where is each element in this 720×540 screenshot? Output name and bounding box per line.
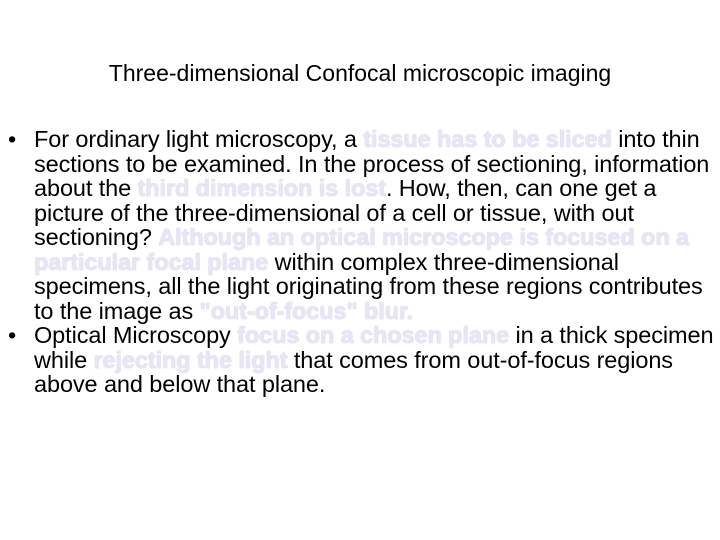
bullet-dot-icon: •	[8, 126, 17, 152]
text-segment: that comes from out-of-focus regions above and below that plane.	[34, 346, 673, 397]
text-segment: For ordinary light microscopy, a	[34, 126, 364, 152]
bullet-list	[8, 127, 716, 397]
highlighted-phrase: tissue has to be sliced	[363, 126, 612, 152]
text-segment: in a thick specimen while	[34, 322, 714, 373]
text-segment: Optical Microscopy	[34, 322, 238, 348]
highlighted-phrase: third dimension is lost	[137, 175, 386, 201]
text-segment: into thin sections to be examined. In the process of sectioning, information about the	[34, 126, 710, 201]
bullet-dot-icon: •	[8, 322, 17, 348]
highlighted-phrase: focus on a chosen plane	[237, 322, 510, 348]
bullet-item	[8, 323, 716, 397]
text-segment: . How, then, can one get a picture of the three-dimensional of a cell or tissue, with out sectioning?	[34, 175, 657, 250]
bullet-item	[8, 127, 716, 323]
highlighted-phrase: rejecting the light	[93, 346, 288, 373]
slide-title: Three-dimensional Confocal microscopic imaging	[108, 60, 612, 86]
text-segment: within complex three-dimensional specimens, all the light originating from these regions contributes to the image as	[34, 248, 703, 324]
highlighted-phrase: Although an optical microscope is focused on a particular focal plane	[34, 224, 689, 275]
highlighted-phrase: "out-of-focus" blur.	[199, 297, 414, 324]
